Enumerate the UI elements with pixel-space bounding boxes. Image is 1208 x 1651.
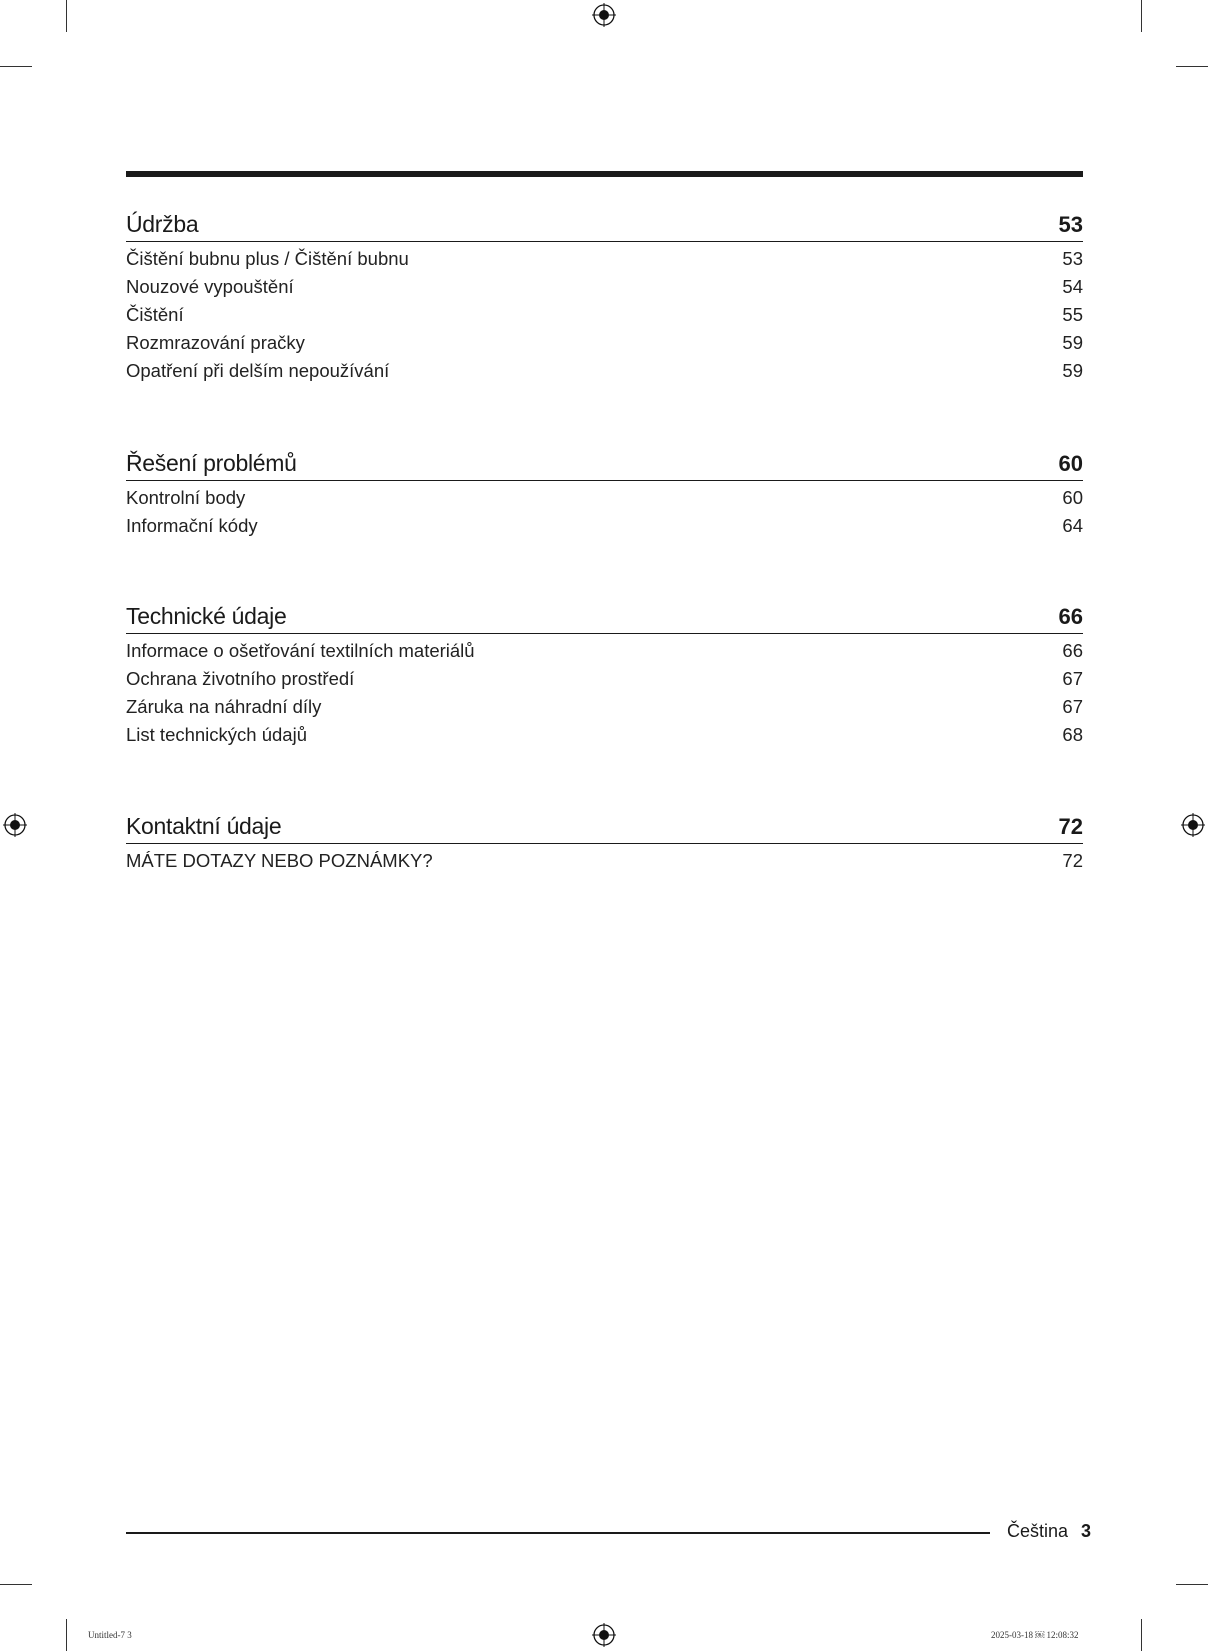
toc-item-page: 66 — [1062, 640, 1083, 661]
toc-item[interactable] — [126, 301, 1083, 329]
toc-section — [126, 598, 1083, 749]
toc-item[interactable] — [126, 357, 1083, 385]
toc-item[interactable] — [126, 637, 1083, 665]
toc-item-page: 59 — [1062, 332, 1083, 353]
toc-item-label: Opatření při delším nepoužívání — [126, 360, 390, 381]
toc-item-label: Rozmrazování pračky — [126, 332, 305, 353]
toc-item[interactable] — [126, 693, 1083, 721]
footer-language: Čeština — [1007, 1521, 1069, 1541]
toc-item[interactable] — [126, 512, 1083, 540]
crop-mark — [66, 1619, 67, 1651]
toc-item-page: 54 — [1062, 276, 1083, 297]
toc-item-label: MÁTE DOTAZY NEBO POZNÁMKY? — [126, 850, 433, 871]
toc-item[interactable] — [126, 847, 1083, 875]
toc-item[interactable] — [126, 245, 1083, 273]
toc-item-label: Kontrolní body — [126, 487, 246, 508]
top-rule — [126, 171, 1083, 177]
toc-section-header[interactable] — [126, 808, 1083, 844]
crop-mark — [1176, 66, 1208, 67]
toc-section — [126, 445, 1083, 540]
crop-mark — [1176, 1584, 1208, 1585]
registration-mark-icon — [592, 1623, 616, 1647]
toc-section-page: 53 — [1058, 212, 1083, 237]
toc-item-page: 68 — [1062, 724, 1083, 745]
toc-item-label: List technických údajů — [126, 724, 307, 745]
footer-rule — [126, 1532, 990, 1534]
toc-item-label: Informace o ošetřování textilních materiálů — [126, 640, 475, 661]
toc-section-header[interactable] — [126, 598, 1083, 634]
toc-item-page: 67 — [1062, 668, 1083, 689]
toc-item-page: 67 — [1062, 696, 1083, 717]
registration-mark-icon — [3, 813, 27, 837]
print-slug-datetime: 2025-03-18 ￼ 12:08:32 — [991, 1630, 1079, 1640]
toc-section-header[interactable] — [126, 445, 1083, 481]
crop-mark — [1141, 0, 1142, 32]
toc-section-title: Údržba — [126, 211, 199, 237]
crop-mark — [0, 66, 32, 67]
toc-item-label: Záruka na náhradní díly — [126, 696, 322, 717]
toc-section — [126, 808, 1083, 875]
toc-item-page: 60 — [1062, 487, 1083, 508]
toc-item[interactable] — [126, 273, 1083, 301]
toc-item-label: Čištění — [126, 304, 184, 325]
toc-item-page: 59 — [1062, 360, 1083, 381]
toc-section-page: 66 — [1058, 604, 1083, 629]
crop-mark — [0, 1584, 32, 1585]
registration-mark-icon — [1181, 813, 1205, 837]
toc-item-page: 72 — [1062, 850, 1083, 871]
toc-item-label: Čištění bubnu plus / Čištění bubnu — [126, 248, 409, 269]
toc-section-header[interactable] — [126, 206, 1083, 242]
toc-section-title: Technické údaje — [126, 603, 287, 629]
toc-item-page: 55 — [1062, 304, 1083, 325]
footer-page-number: 3 — [1081, 1521, 1092, 1541]
toc-item[interactable] — [126, 721, 1083, 749]
toc-item[interactable] — [126, 329, 1083, 357]
toc-section — [126, 206, 1083, 385]
toc-item-page: 53 — [1062, 248, 1083, 269]
toc-item-page: 64 — [1062, 515, 1083, 536]
toc-section-page: 60 — [1058, 451, 1083, 476]
toc-section-title: Řešení problémů — [126, 450, 297, 476]
toc-section-page: 72 — [1058, 814, 1083, 839]
toc-section-title: Kontaktní údaje — [126, 813, 282, 839]
toc-item-label: Informační kódy — [126, 515, 258, 536]
print-slug-file: Untitled-7 3 — [88, 1630, 132, 1640]
toc-item-label: Ochrana životního prostředí — [126, 668, 355, 689]
crop-mark — [66, 0, 67, 32]
toc-item[interactable] — [126, 484, 1083, 512]
toc-item[interactable] — [126, 665, 1083, 693]
crop-mark — [1141, 1619, 1142, 1651]
toc-item-label: Nouzové vypouštění — [126, 276, 294, 297]
registration-mark-icon — [592, 3, 616, 27]
